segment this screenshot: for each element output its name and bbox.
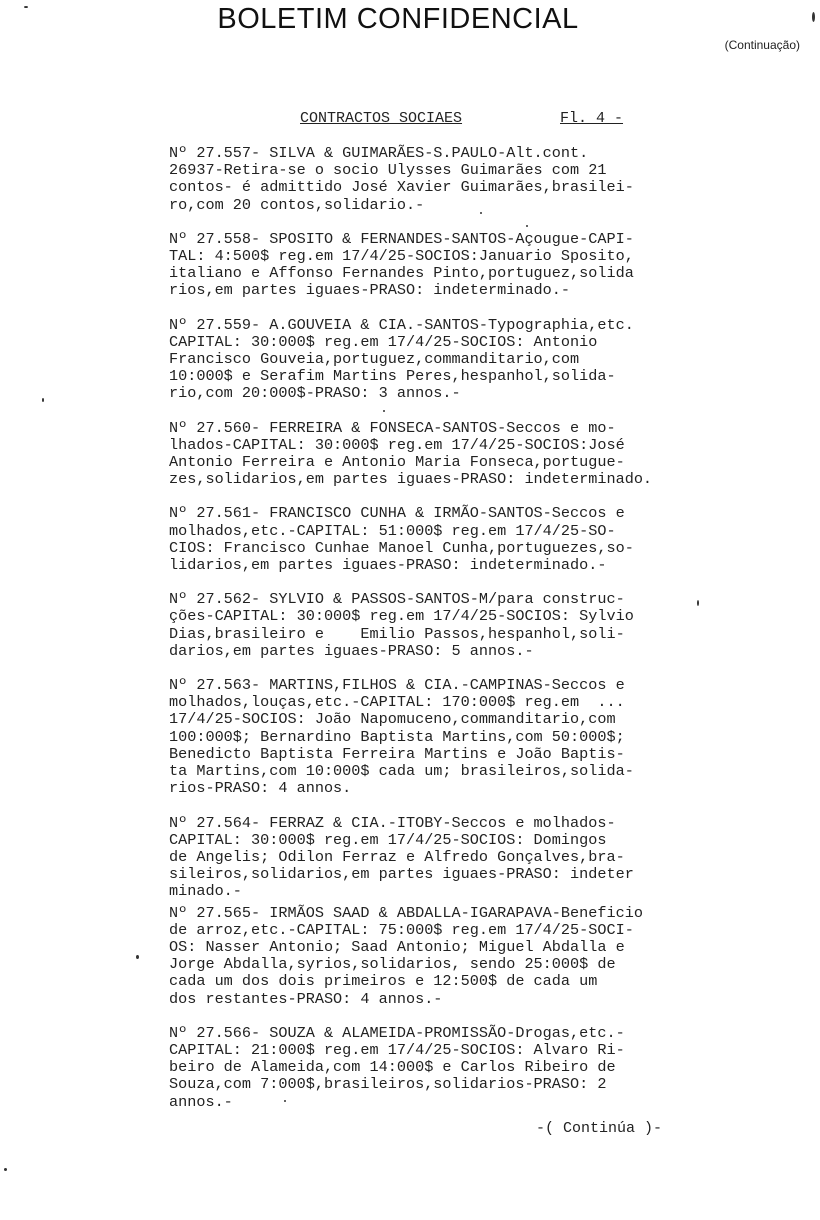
entry-line: 100:000$; Bernardino Baptista Martins,com 50:000$; — [169, 727, 625, 746]
scan-speck — [526, 225, 528, 227]
entry-line: 17/4/25-SOCIOS: João Napomuceno,commanditario,com — [169, 710, 616, 729]
bulletin-title: BOLETIM CONFIDENCIAL — [217, 3, 579, 35]
entry-line: Nº 27.559- A.GOUVEIA & CIA.-SANTOS-Typographia,etc. — [169, 315, 634, 334]
entry-line: Nº 27.558- SPOSITO & FERNANDES-SANTOS-Açougue-CAPI- — [169, 229, 634, 248]
entry-line: dos restantes-PRASO: 4 annos.- — [169, 989, 443, 1008]
entry-line: CAPITAL: 21:000$ reg.em 17/4/25-SOCIOS: Alvaro Ri- — [169, 1040, 625, 1059]
entry-line: TAL: 4:500$ reg.em 17/4/25-SOCIOS:Januario Sposito, — [169, 247, 634, 266]
entry-line: lidarios,em partes iguaes-PRASO: indeterminado.- — [169, 556, 607, 575]
entry-line: cada um dos dois primeiros e 12:500$ de cada um — [169, 972, 598, 991]
entry-line: rio,com 20:000$-PRASO: 3 annos.- — [169, 384, 461, 403]
entry-line: Benedicto Baptista Ferreira Martins e João Baptis- — [169, 744, 625, 763]
entry-line: Nº 27.566- SOUZA & ALAMEIDA-PROMISSÃO-Drogas,etc.- — [169, 1023, 625, 1042]
entry-line: contos- é admittido José Xavier Guimarães,brasilei- — [169, 178, 634, 197]
folha-number: Fl. 4 - — [560, 110, 624, 127]
scan-speck — [24, 6, 28, 8]
entry-27561 — [169, 505, 809, 574]
entry-line: Dias,brasileiro e Emilio Passos,hespanhol,soli- — [169, 624, 625, 643]
entry-line: ta Martins,com 10:000$ cada um; brasileiros,solida- — [169, 762, 634, 781]
entries-list — [169, 145, 809, 1128]
entry-line: Nº 27.557- SILVA & GUIMARÃES-S.PAULO-Alt.cont. — [169, 144, 589, 162]
entry-line: ro,com 20 contos,solidario.- — [169, 195, 425, 214]
entry-line: Antonio Ferreira e Antonio Maria Fonseca,portugue- — [169, 453, 625, 472]
scan-speck — [812, 12, 815, 22]
entry-line: Nº 27.561- FRANCISCO CUNHA & IRMÃO-SANTOS-Seccos e — [169, 504, 625, 523]
entry-line: rios-PRASO: 4 annos. — [169, 779, 352, 798]
entry-line: de Angelis; Odilon Ferraz e Alfredo Gonçalves,bra- — [169, 847, 625, 866]
entry-line: molhados,louças,etc.-CAPITAL: 170:000$ reg.em ... — [169, 693, 625, 712]
entry-line: lhados-CAPITAL: 30:000$ reg.em 17/4/25-SOCIOS:José — [169, 435, 625, 454]
entry-27560 — [169, 420, 809, 489]
entry-line: Souza,com 7:000$,brasileiros,solidarios-PRASO: 2 — [169, 1075, 607, 1094]
entry-line: 26937-Retira-se o socio Ulysses Guimarães com 21 — [169, 161, 607, 180]
scan-speck — [383, 410, 385, 412]
entry-line: minado.- — [169, 882, 242, 901]
scan-speck — [4, 1168, 7, 1171]
entry-line: zes,solidarios,em partes iguaes-PRASO: indeterminado. — [169, 470, 653, 489]
entry-line: italiano e Affonso Fernandes Pinto,portuguez,solida — [169, 264, 634, 283]
entry-line: darios,em partes iguaes-PRASO: 5 annos.- — [169, 641, 534, 660]
entry-line: OS: Nasser Antonio; Saad Antonio; Miguel Abdalla e — [169, 937, 625, 956]
entry-line: annos.- — [169, 1092, 233, 1111]
entry-27564 — [169, 815, 809, 901]
entry-line: beiro de Alameida,com 14:000$ e Carlos Ribeiro de — [169, 1058, 616, 1077]
entry-27558 — [169, 231, 809, 300]
entry-27565 — [169, 905, 809, 1008]
entry-line: ções-CAPITAL: 30:000$ reg.em 17/4/25-SOCIOS: Sylvio — [169, 607, 634, 626]
entry-line: CIOS: Francisco Cunhae Manoel Cunha,portuguezes,so- — [169, 538, 634, 557]
entry-line: CAPITAL: 30:000$ reg.em 17/4/25-SOCIOS: Domingos — [169, 830, 607, 849]
entry-27566 — [169, 1025, 809, 1111]
entry-line: Nº 27.565- IRMÃOS SAAD & ABDALLA-IGARAPAVA-Beneficio — [169, 903, 643, 922]
entry-27557 — [169, 145, 809, 214]
entry-line: molhados,etc.-CAPITAL: 51:000$ reg.em 17/4/25-SO- — [169, 521, 616, 540]
section-title: CONTRACTOS SOCIAES — [300, 110, 463, 127]
entry-27559 — [169, 317, 809, 403]
entry-line: Jorge Abdalla,syrios,solidarios, sendo 25:000$ de — [169, 955, 616, 974]
entry-line: CAPITAL: 30:000$ reg.em 17/4/25-SOCIOS: Antonio — [169, 332, 598, 351]
entry-line: Nº 27.562- SYLVIO & PASSOS-SANTOS-M/para construc- — [169, 590, 625, 609]
entry-line: Nº 27.563- MARTINS,FILHOS & CIA.-CAMPINAS-Seccos e — [169, 676, 625, 695]
entry-27563 — [169, 677, 809, 797]
scan-speck — [697, 600, 699, 606]
continua-footer: -( Continúa )- — [536, 1120, 663, 1137]
scan-speck — [42, 398, 44, 402]
entry-line: sileiros,solidarios,em partes iguaes-PRASO: indeter — [169, 865, 634, 884]
continuation-label: (Continuação) — [724, 38, 800, 52]
entry-line: de arroz,etc.-CAPITAL: 75:000$ reg.em 17/4/25-SOCI- — [169, 920, 634, 939]
entry-line: Nº 27.564- FERRAZ & CIA.-ITOBY-Seccos e molhados- — [169, 813, 616, 832]
entry-line: 10:000$ e Serafim Martins Peres,hespanhol,solida- — [169, 367, 616, 386]
scan-speck — [480, 212, 482, 214]
scan-speck — [136, 955, 139, 959]
entry-27562 — [169, 591, 809, 660]
entry-line: Francisco Gouveia,portuguez,commanditario,com — [169, 350, 580, 369]
scan-speck — [284, 1100, 286, 1102]
entry-line: rios,em partes iguaes-PRASO: indeterminado.- — [169, 281, 571, 300]
entry-line: Nº 27.560- FERREIRA & FONSECA-SANTOS-Seccos e mo- — [169, 418, 616, 437]
